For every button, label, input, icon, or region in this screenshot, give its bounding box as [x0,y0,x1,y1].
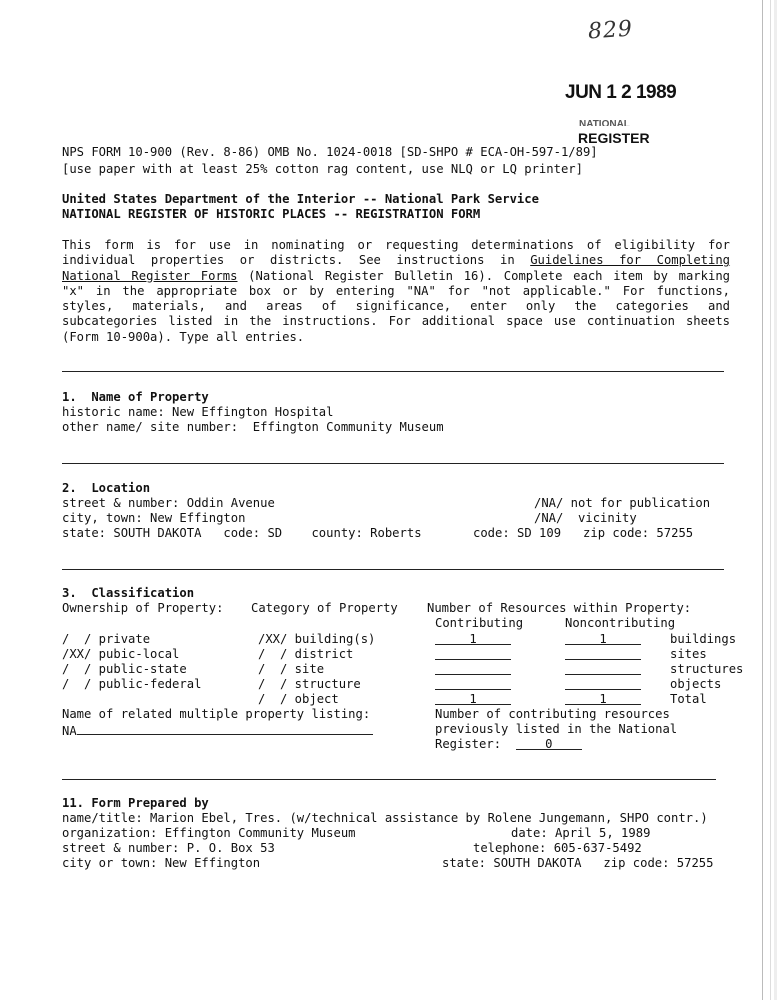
street-number: street & number: Oddin Avenue [62,496,275,510]
ownership-header: Ownership of Property: [62,601,224,615]
organization: organization: Effington Community Museum [62,826,356,840]
prepared-street: street & number: P. O. Box 53 [62,841,275,855]
previously-listed-value: 0 [516,737,582,750]
divider [62,779,716,780]
not-for-publication: /NA/ not for publication [534,496,711,510]
related-listing-blank [77,722,373,735]
section2-heading: 2. Location [62,481,151,495]
vicinity: /NA/ vicinity [534,511,637,525]
section1-heading: 1. Name of Property [62,390,209,404]
category-object: / / object [258,692,339,706]
name-title: name/title: Marion Ebel, Tres. (w/technical assistance by Rolene Jungemann, SHPO contr.) [62,811,708,825]
department-heading: United States Department of the Interior -- National Park Service [62,192,539,206]
telephone: telephone: 605-637-5492 [473,841,642,855]
label-buildings: buildings [670,632,737,646]
handwritten-number: 829 [587,16,634,45]
previously-listed-label: Register: [435,737,502,751]
noncontributing-header: Noncontributing [565,616,676,630]
category-site: / / site [258,662,325,676]
county-code-zip: code: SD 109 zip code: 57255 [473,526,694,540]
stamp-register-text: REGISTER [578,130,650,146]
ownership-public-local: /XX/ pubic-local [62,647,180,661]
ownership-private: / / private [62,632,151,646]
noncontributing-objects [565,677,641,690]
divider [62,371,724,372]
previously-listed-line1: Number of contributing resources [435,707,670,721]
ownership-public-federal: / / public-federal [62,677,202,691]
paper-instruction-line: [use paper with at least 25% cotton rag content, use NLQ or LQ printer] [62,162,583,176]
contributing-sites [435,647,511,660]
category-buildings: /XX/ building(s) [258,632,376,646]
noncontributing-buildings: 1 [565,632,641,645]
contributing-objects [435,677,511,690]
related-listing-label: Name of related multiple property listing: [62,707,371,721]
divider [62,569,724,570]
section3-heading: 3. Classification [62,586,195,600]
prepared-state-zip: state: SOUTH DAKOTA zip code: 57255 [442,856,714,870]
noncontributing-total: 1 [565,692,641,705]
divider [62,463,724,464]
other-name: other name/ site number: Effington Community Museum [62,420,444,434]
ownership-public-state: / / public-state [62,662,187,676]
category-structure: / / structure [258,677,361,691]
state-county-line: state: SOUTH DAKOTA code: SD county: Roberts [62,526,422,540]
contributing-header: Contributing [435,616,524,630]
scan-edge [747,0,777,1000]
contributing-structures [435,662,511,675]
instructions-paragraph: This form is for use in nominating or requesting determinations of eligibility for individual properties or districts. See instructions in Guidelines for Completing National Register Forms (National Register Bulletin 16). Complete each item by marking "x" in the appropriate box or by entering "NA" for "not applicable." For functions, styles, materials, and areas of significance, enter only the categories and subcategories listed in the instructions. For additional space use continuation sheets (Form 10-900a). Type all entries. [62,238,731,344]
noncontributing-sites [565,647,641,660]
date-prepared: date: April 5, 1989 [511,826,651,840]
historic-name: historic name: New Effington Hospital [62,405,334,419]
label-sites: sites [670,647,707,661]
related-listing-value: NA [62,724,77,738]
label-total: Total [670,692,707,706]
category-header: Category of Property [251,601,398,615]
label-objects: objects [670,677,722,691]
contributing-total: 1 [435,692,511,705]
city-town: city, town: New Effington [62,511,246,525]
contributing-buildings: 1 [435,632,511,645]
form-number-line: NPS FORM 10-900 (Rev. 8-86) OMB No. 1024-0018 [SD-SHPO # ECA-OH-597-1/89] [62,145,598,159]
prepared-city: city or town: New Effington [62,856,261,870]
resources-header: Number of Resources within Property: [427,601,692,615]
previously-listed-line2: previously listed in the National [435,722,678,736]
noncontributing-structures [565,662,641,675]
category-district: / / district [258,647,354,661]
received-date-stamp: JUN 1 2 1989 [565,82,677,103]
stamp-national-text: NATIONAL [579,119,630,126]
form-title: NATIONAL REGISTER OF HISTORIC PLACES -- REGISTRATION FORM [62,207,481,221]
label-structures: structures [670,662,744,676]
section11-heading: 11. Form Prepared by [62,796,209,810]
